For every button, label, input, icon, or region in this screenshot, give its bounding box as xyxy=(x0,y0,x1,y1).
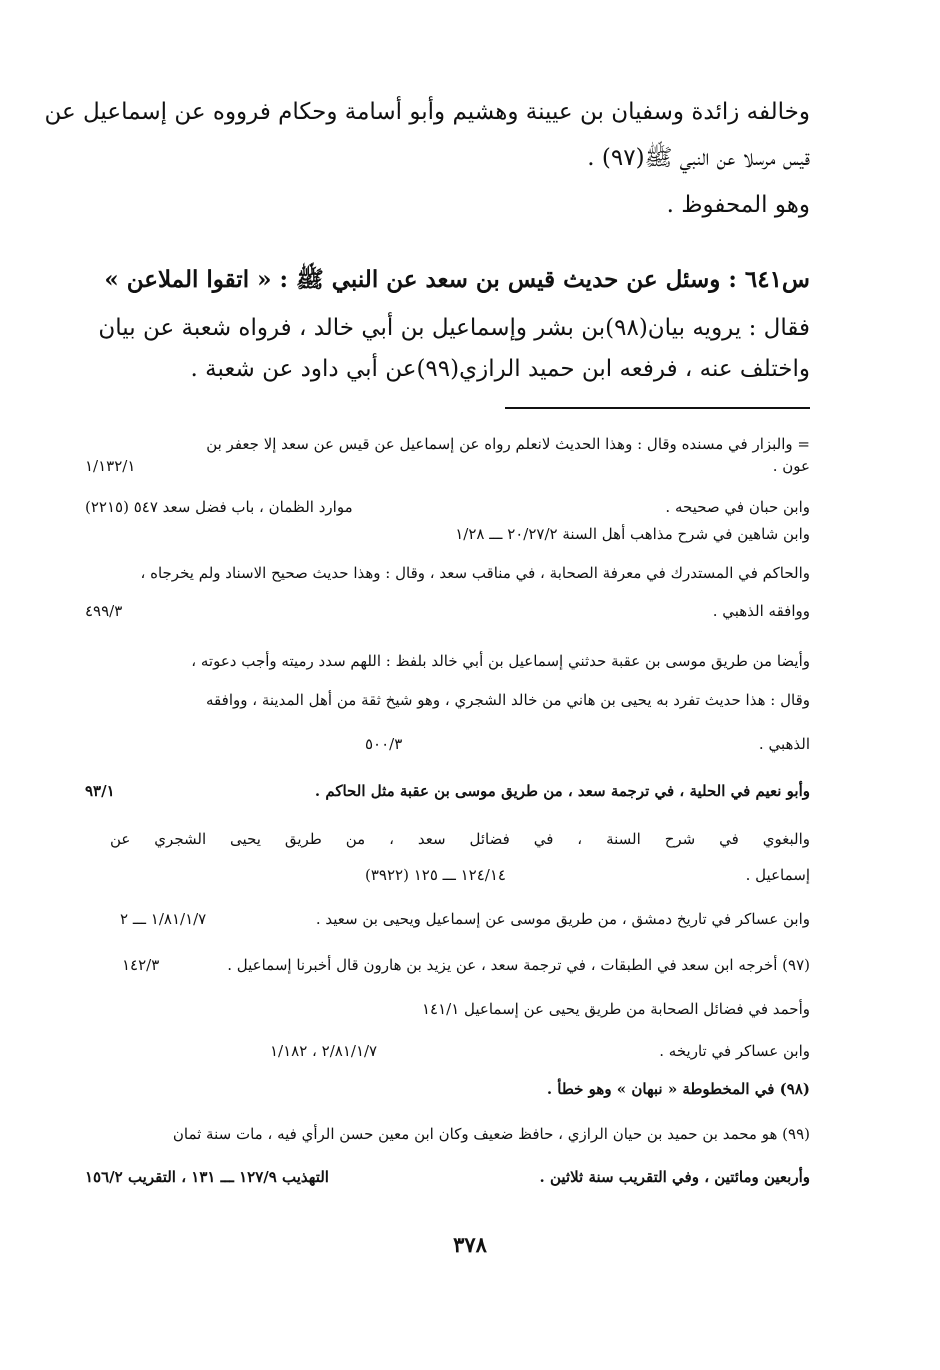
footnote-reference: ١٤٢/٣ xyxy=(122,956,160,974)
footnote-reference: ١/٨١/١/٧ ـــ ٢ xyxy=(120,910,207,928)
footnote-reference: ١/١٣٢/١ xyxy=(85,457,136,475)
footnote-line: وأيضا من طريق موسى بن عقبة حدثني إسماعيل بن أبي خالد بلفظ : اللهم سدد رميته وأجب دعوته ، xyxy=(191,652,810,670)
footnote-text: (٩٧) أخرجه ابن سعد في الطبقات ، في ترجمة سعد ، عن يزيد بن هارون قال أخبرنا إسماعيل . xyxy=(227,956,810,974)
answer-line-1: فقال : يرويه بيان(٩٨)بن بشر وإسماعيل بن أبي خالد ، فرواه شعبة عن بيان xyxy=(98,315,810,341)
footnote-line: وأحمد في فضائل الصحابة من طريق يحيى عن إسماعيل ١٤١/١ xyxy=(421,1000,810,1018)
footnote-text: وابن عساكر في تاريخه . xyxy=(659,1042,810,1060)
main-text-line-1: وخالفه زائدة وسفيان بن عيينة وهشيم وأبو أسامة وحكام فرووه عن إسماعيل عن xyxy=(44,99,810,125)
footnote-text: وابن عساكر في تاريخ دمشق ، من طريق موسى عن إسماعيل ويحيى بن سعيد . xyxy=(315,910,810,928)
footnote-line: (٩٩) هو محمد بن حميد بن حيان الرازي ، حافظ ضعيف وكان ابن معين حسن الرأي فيه ، مات سنة ثمان xyxy=(172,1125,810,1143)
footnote-line: وقال : هذا حديث تفرد به يحيى بن هاني من خالد الشجري ، وهو شيخ ثقة من أهل المدينة ، ووافقه xyxy=(206,691,810,709)
footnote-reference: ٥٠٠/٣ xyxy=(365,735,403,753)
footnote-text: الذهبي . xyxy=(758,735,810,753)
main-text-line-2: قيس مرسلا عن النبي ﷺ(٩٧) . xyxy=(587,145,810,171)
question-heading: س٦٤١ : وسئل عن حديث قيس بن سعد عن النبي ﷺ : « اتقوا الملاعن » xyxy=(104,266,810,293)
footnote-text: وأربعين ومائتين ، وفي التقريب سنة ثلاثين . xyxy=(539,1168,810,1186)
footnote-line: = والبزار في مسنده وقال : وهذا الحديث لانعلم رواه عن إسماعيل عن قيس عن سعد إلا جعفر بن xyxy=(206,435,810,453)
main-text-line-3: وهو المحفوظ . xyxy=(666,192,810,218)
footnote-text: عون . xyxy=(772,457,810,475)
footnote-line: والحاكم في المستدرك في معرفة الصحابة ، في مناقب سعد ، وقال : وهذا حديث صحيح الاسناد ولم يخرجاه ، xyxy=(140,564,810,582)
footnote-line: وابن شاهين في شرح مذاهب أهل السنة ٢٠/٢٧/٢ ـــ ١/٢٨ xyxy=(455,525,810,543)
footnote-line: والبغوي في شرح السنة ، في فضائل سعد ، من طريق يحيى الشجري عن xyxy=(110,830,810,848)
footnote-text: وأبو نعيم في الحلية ، في ترجمة سعد ، من طريق موسى بن عقبة مثل الحاكم . xyxy=(314,782,810,800)
footnote-text: وابن حبان في صحيحه . xyxy=(665,498,810,516)
footnote-reference: التهذيب ١٢٧/٩ ـــ ١٣١ ، التقريب ١٥٦/٢ xyxy=(85,1168,329,1186)
footnote-reference: ٩٣/١ xyxy=(85,782,115,800)
footnote-text: ووافقه الذهبي . xyxy=(712,602,810,620)
page-number: ٣٧٨ xyxy=(453,1232,487,1257)
footnote-reference: موارد الظمان ، باب فضل سعد ٥٤٧ (٢٢١٥) xyxy=(85,498,353,516)
footnote-divider xyxy=(505,407,810,409)
answer-line-2: واختلف عنه ، فرفعه ابن حميد الرازي(٩٩)عن أبي داود عن شعبة . xyxy=(190,356,810,382)
footnote-reference: ٤٩٩/٣ xyxy=(85,602,123,620)
footnote-text: إسماعيل . xyxy=(745,866,810,884)
footnote-line: (٩٨) في المخطوطة « نبهان » وهو خطأ . xyxy=(546,1080,810,1098)
footnote-reference: ١٢٤/١٤ ـــ ١٢٥ (٣٩٢٢) xyxy=(365,866,506,884)
footnote-reference: ٢/٨١/١/٧ ، ١/١٨٢ xyxy=(270,1042,378,1060)
